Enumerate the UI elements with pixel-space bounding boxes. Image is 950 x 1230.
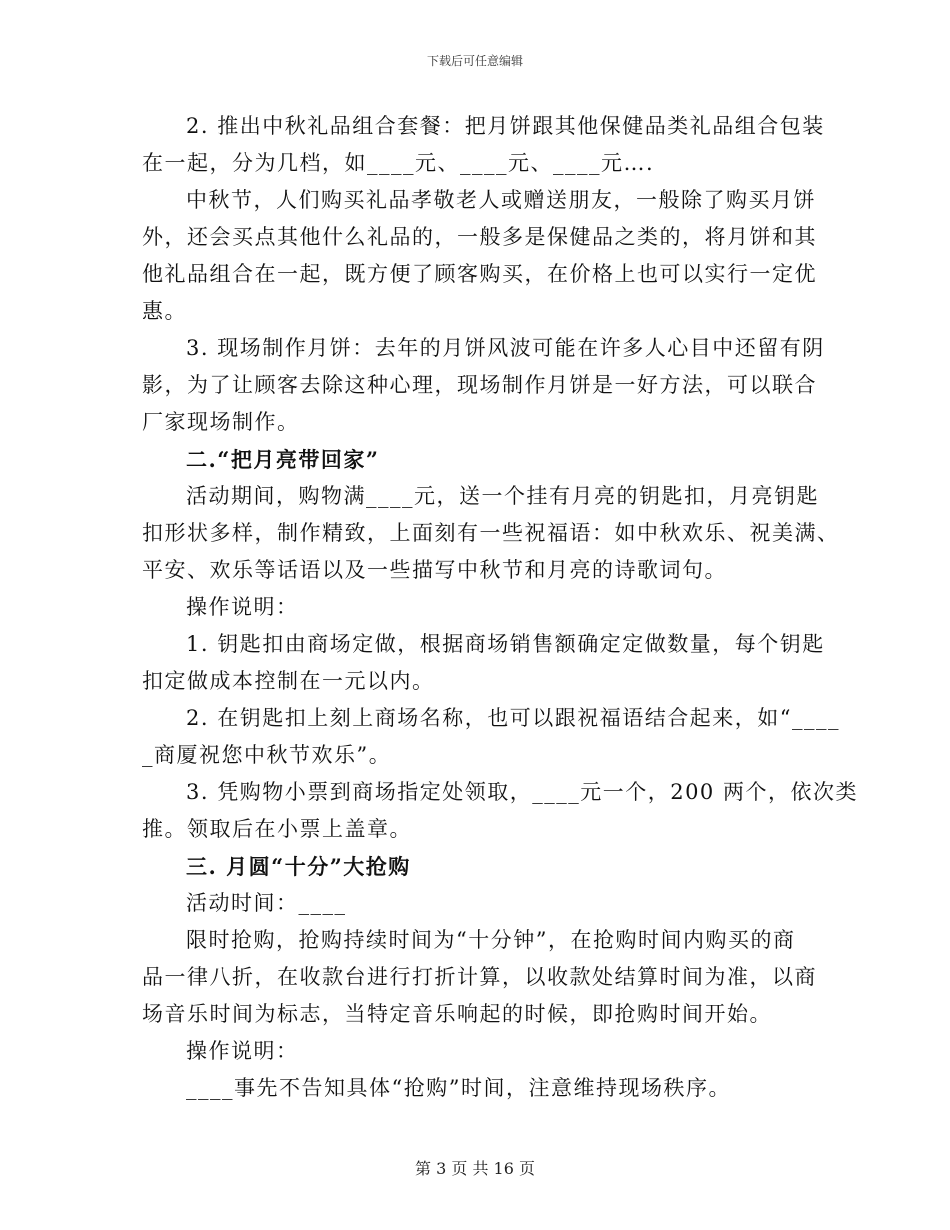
text-line: 外，还会买点其他什么礼品的，一般多是保健品之类的，将月饼和其 — [142, 225, 817, 249]
text-line: 在一起，分为几档，如____元、____元、____元…. — [142, 151, 655, 175]
document-body — [142, 108, 858, 1107]
text-line: 惠。 — [142, 299, 187, 323]
text-line: 厂家现场制作。 — [142, 410, 300, 434]
text-line: 操作说明： — [186, 595, 299, 619]
section-heading: 三. 月圆“十分”大抢购 — [186, 854, 411, 879]
text-line: 活动时间：____ — [186, 891, 347, 915]
text-line: _商厦祝您中秋节欢乐”。 — [142, 743, 392, 767]
text-line: 场音乐时间为标志，当特定音乐响起的时候，即抢购时间开始。 — [142, 1002, 772, 1026]
text-line: 活动期间，购物满____元，送一个挂有月亮的钥匙扣，月亮钥匙 — [186, 484, 819, 508]
text-line: 他礼品组合在一起，既方便了顾客购买，在价格上也可以实行一定优 — [142, 262, 817, 286]
text-line: ____事先不告知具体“抢购”时间，注意维持现场秩序。 — [186, 1076, 731, 1100]
text-line: 2. 在钥匙扣上刻上商场名称，也可以跟祝福语结合起来，如“____ — [186, 706, 840, 730]
text-line: 限时抢购，抢购持续时间为“十分钟”，在抢购时间内购买的商 — [186, 928, 796, 952]
text-line: 2. 推出中秋礼品组合套餐：把月饼跟其他保健品类礼品组合包装 — [186, 114, 825, 138]
page-header: 下载后可任意编辑 — [426, 54, 523, 68]
text-line: 3. 现场制作月饼：去年的月饼风波可能在许多人心目中还留有阴 — [186, 336, 825, 360]
text-line: 扣形状多样，制作精致，上面刻有一些祝福语：如中秋欢乐、祝美满、 — [142, 521, 840, 545]
text-line: 影，为了让顾客去除这种心理，现场制作月饼是一好方法，可以联合 — [142, 373, 817, 397]
text-line: 操作说明： — [186, 1039, 299, 1063]
text-line: 1. 钥匙扣由商场定做，根据商场销售额确定定做数量，每个钥匙 — [186, 632, 825, 656]
section-heading: 二.“把月亮带回家” — [186, 447, 380, 472]
text-line: 扣定做成本控制在一元以内。 — [142, 669, 435, 693]
text-line: 3. 凭购物小票到商场指定处领取，____元一个，200 两个，依次类 — [186, 780, 858, 804]
text-line: 品一律八折，在收款台进行打折计算，以收款处结算时间为准，以商 — [142, 965, 817, 989]
text-line: 平安、欢乐等话语以及一些描写中秋节和月亮的诗歌词句。 — [142, 558, 727, 582]
text-line: 中秋节，人们购买礼品孝敬老人或赠送朋友，一般除了购买月饼 — [186, 188, 816, 212]
page-footer: 第 3 页 共 16 页 — [415, 1159, 535, 1178]
text-line: 推。领取后在小票上盖章。 — [142, 817, 412, 841]
